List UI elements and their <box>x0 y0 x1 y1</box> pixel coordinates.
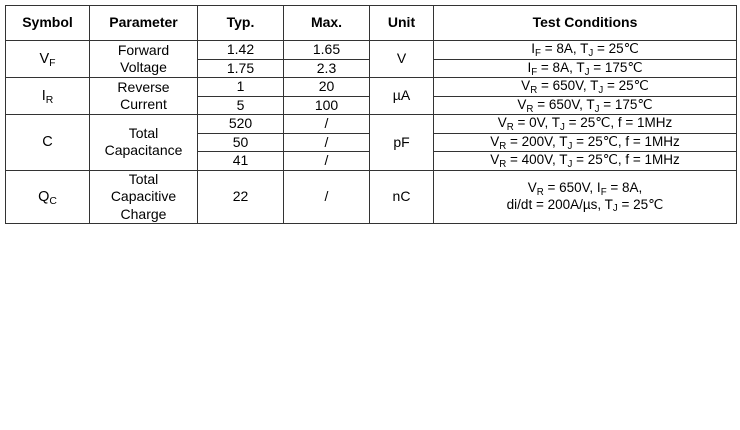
cell-max-value: / <box>284 115 370 134</box>
table-row <box>6 78 737 97</box>
cell-typ-value: 520 <box>198 115 284 134</box>
cell-unit: µA <box>370 78 434 115</box>
cell-test-condition: $I_F = 8A$, $T_J$ = 25℃ <box>434 41 737 60</box>
cell-typ-value: 5 <box>198 96 284 115</box>
cell-typ-value: 22 <box>198 170 284 224</box>
cell-test-condition: $V_R = 650V$, $T_J$ = 25℃ <box>434 78 737 97</box>
table-row <box>6 115 737 134</box>
table-row <box>6 170 737 224</box>
cell-max-value: 100 <box>284 96 370 115</box>
column-header-symbol: Symbol <box>6 6 90 41</box>
cell-max-value: / <box>284 152 370 171</box>
cell-test-condition: $V_R = 650V$, $T_J$ = 175℃ <box>434 96 737 115</box>
cell-typ-value: 50 <box>198 133 284 152</box>
cell-symbol: $I_R$ <box>6 78 90 115</box>
cell-max-value: / <box>284 133 370 152</box>
cell-typ-value: 1.42 <box>198 41 284 60</box>
cell-test-condition: $I_F = 8A$, $T_J$ = 175℃ <box>434 59 737 78</box>
cell-parameter: Total Capacitance <box>90 115 198 171</box>
column-header-max: Max. <box>284 6 370 41</box>
cell-max-value: 20 <box>284 78 370 97</box>
cell-unit: pF <box>370 115 434 171</box>
cell-unit: nC <box>370 170 434 224</box>
table-header-row <box>6 6 737 41</box>
cell-test-condition: $V_R = 0V$, $T_J$ = 25℃, f = 1MHz <box>434 115 737 134</box>
cell-max-value: 1.65 <box>284 41 370 60</box>
cell-test-condition: $V_R = 400V$, $T_J$ = 25℃, f = 1MHz <box>434 152 737 171</box>
column-header-parameter: Parameter <box>90 6 198 41</box>
cell-symbol: $Q_C$ <box>6 170 90 224</box>
cell-test-condition: $V_R = 650V$, $I_F = 8A$, di/dt = 200A/µs, $T_J$ = 25℃ <box>434 170 737 224</box>
table-header <box>6 6 737 41</box>
table-body <box>6 41 737 224</box>
cell-parameter: Reverse Current <box>90 78 198 115</box>
cell-typ-value: 1 <box>198 78 284 97</box>
cell-typ-value: 1.75 <box>198 59 284 78</box>
electrical-characteristics-table <box>5 5 737 224</box>
cell-test-condition: $V_R = 200V$, $T_J$ = 25℃, f = 1MHz <box>434 133 737 152</box>
cell-max-value: 2.3 <box>284 59 370 78</box>
table-row <box>6 41 737 60</box>
cell-max-value: / <box>284 170 370 224</box>
column-header-typ: Typ. <box>198 6 284 41</box>
cell-parameter: Total Capacitive Charge <box>90 170 198 224</box>
column-header-test-conditions: Test Conditions <box>434 6 737 41</box>
cell-typ-value: 41 <box>198 152 284 171</box>
cell-unit: V <box>370 41 434 78</box>
cell-symbol: $V_F$ <box>6 41 90 78</box>
cell-symbol: C <box>6 115 90 171</box>
cell-parameter: Forward Voltage <box>90 41 198 78</box>
column-header-unit: Unit <box>370 6 434 41</box>
